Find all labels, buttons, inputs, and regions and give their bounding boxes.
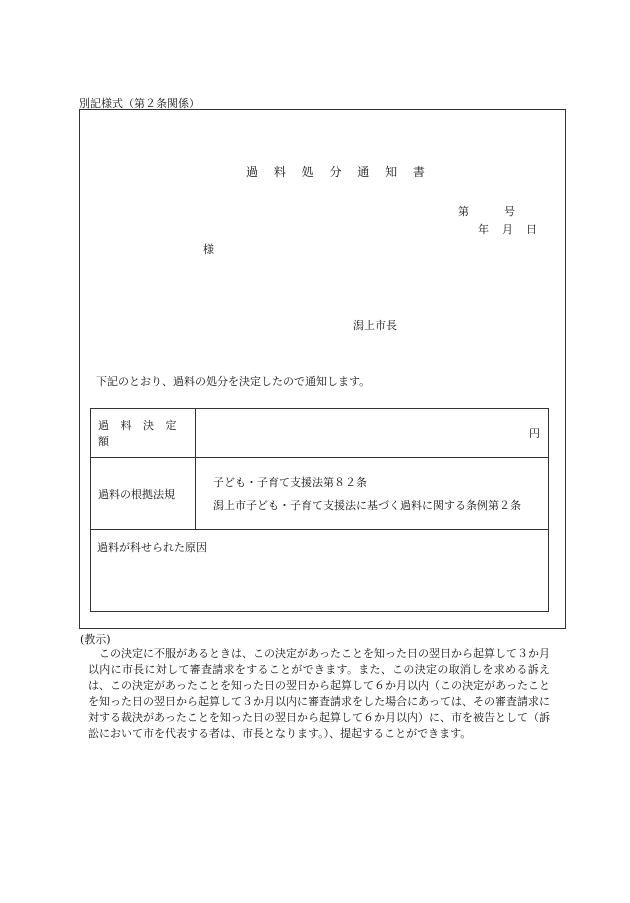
amount-value — [196, 409, 549, 458]
document-title: 過 料 処 分 通 知 書 — [246, 165, 431, 179]
amount-unit: 円 — [529, 427, 540, 440]
notice-heading: (教示) — [80, 633, 111, 646]
basis-label: 過料の根拠法規 — [91, 458, 196, 530]
date-month: 月 — [502, 223, 513, 236]
number-prefix: 第 — [458, 205, 469, 218]
date-day: 日 — [526, 223, 537, 236]
form-label: 別記様式（第２条関係） — [79, 97, 200, 110]
amount-row — [91, 409, 549, 458]
number-suffix: 号 — [504, 205, 515, 218]
penalty-details-table — [90, 408, 549, 612]
notice-body: この決定に不服があるときは、この決定があったことを知った日の翌日から起算して３か月以内に市長に対して審査請求をすることができます。また、この決定の取消しを求める訴えは、この決定があったことを知った日の翌日から起算して６か月以内（この決定があったことを知った日の翌日から起算して３か月以内に審査請求をした場合にあっては、その審査請求に対する裁決があったことを知った日の翌日から起算して６か月以内）に、市を被告として（訴訟において市を代表する者は、市長となります。）、提起することができます。 — [88, 647, 550, 740]
basis-row — [91, 458, 549, 530]
issuer-name: 潟上市長 — [353, 319, 397, 332]
addressee-honorific: 様 — [203, 243, 214, 256]
reason-label: 過料が科せられた原因 — [91, 530, 549, 612]
amount-label: 過 料 決 定 額 — [91, 409, 196, 458]
document-number — [458, 203, 515, 219]
reason-row — [91, 530, 549, 612]
basis-law-2: 潟上市子ども・子育て支援法に基づく過料に関する条例第２条 — [213, 498, 521, 512]
basis-laws — [196, 458, 549, 530]
basis-law-1: 子ども・子育て支援法第８２条 — [213, 475, 367, 489]
issue-date — [478, 221, 537, 237]
intro-text: 下記のとおり、過料の処分を決定したので通知します。 — [96, 375, 371, 388]
date-year: 年 — [478, 223, 489, 236]
